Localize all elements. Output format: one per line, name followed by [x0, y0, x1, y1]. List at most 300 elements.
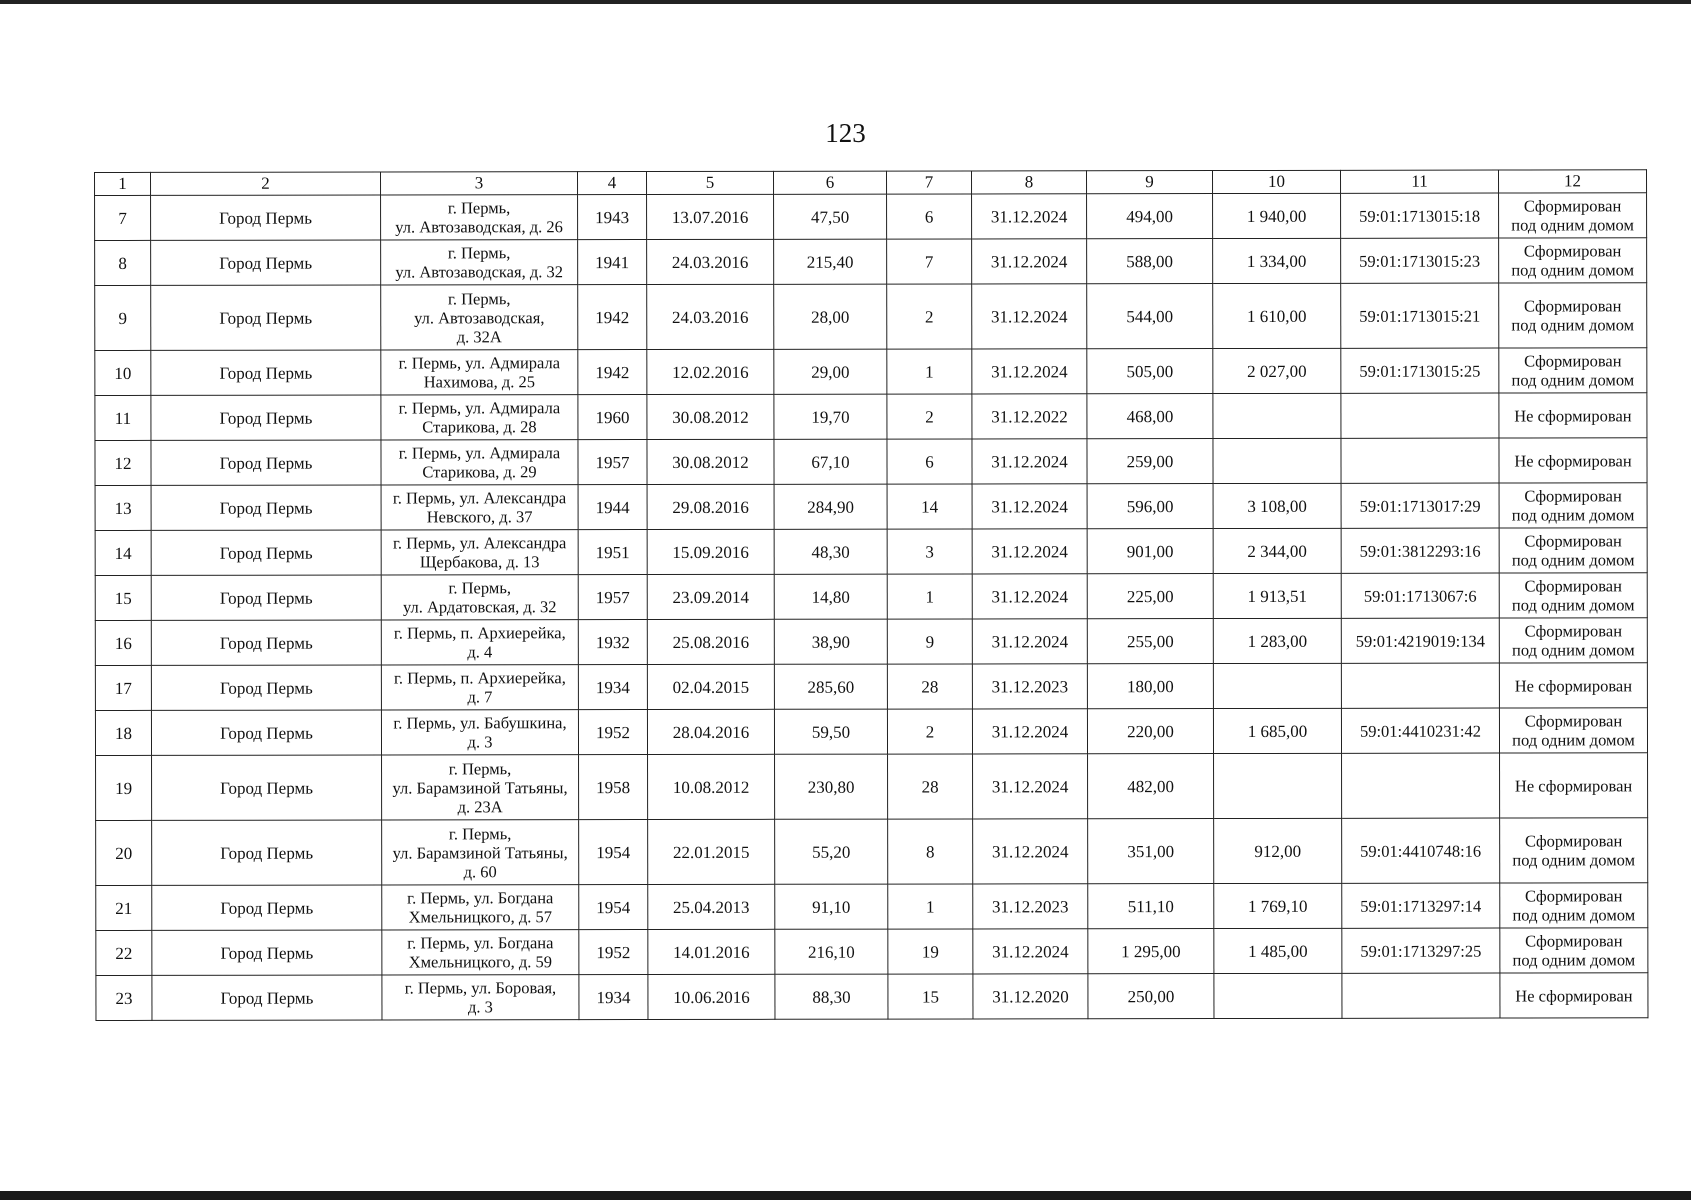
row-number-cell: 13	[95, 485, 151, 530]
address-line: г. Пермь,	[447, 243, 511, 263]
cadastral-number-cell	[1342, 753, 1500, 818]
address-line: д. 7	[467, 687, 493, 707]
area-cell: 55,20	[775, 819, 888, 884]
status-line: Сформирован	[1524, 621, 1623, 641]
area-cell: 14,80	[774, 574, 887, 619]
deadline-cell: 31.12.2024	[973, 929, 1088, 974]
area-cell: 28,00	[774, 284, 887, 349]
area-cell: 88,30	[775, 974, 888, 1019]
plot-area-cell: 2 344,00	[1213, 528, 1341, 573]
area-cell: 67,10	[774, 439, 887, 484]
address-cell	[381, 440, 578, 485]
header-cell: 5	[647, 171, 774, 194]
deadline-cell: 31.12.2024	[972, 574, 1087, 619]
plot-area-cell	[1213, 663, 1341, 708]
row-number-cell: 22	[96, 930, 152, 975]
plot-area-cell: 1 283,00	[1213, 618, 1341, 663]
status-line: под одним домом	[1512, 730, 1635, 750]
header-cell: 6	[773, 171, 886, 194]
cadastral-number-cell: 59:01:1713067:6	[1341, 573, 1499, 618]
residents-cell: 9	[887, 619, 972, 664]
year-cell: 1957	[578, 440, 647, 485]
status-line: под одним домом	[1512, 850, 1636, 870]
address-line: г. Пермь,	[448, 758, 512, 778]
row-number-cell: 23	[96, 975, 152, 1020]
residents-cell: 2	[887, 284, 972, 349]
residents-cell: 14	[887, 484, 972, 529]
date-cell: 24.03.2016	[647, 239, 774, 284]
address-cell	[382, 755, 579, 820]
area-cell: 285,60	[774, 664, 887, 709]
row-number-cell: 11	[95, 395, 151, 440]
header-cell: 1	[95, 172, 151, 195]
status-line: Сформирован	[1524, 711, 1623, 731]
status-line: Сформирован	[1525, 886, 1623, 906]
address-line: г. Пермь,	[447, 198, 511, 218]
residents-cell: 15	[888, 974, 973, 1019]
status-cell	[1499, 393, 1647, 438]
status-cell	[1499, 573, 1647, 618]
table-row	[95, 238, 1647, 286]
status-cell	[1499, 708, 1647, 753]
municipality-cell: Город Пермь	[151, 530, 381, 575]
land-area-cell: 511,10	[1088, 884, 1214, 929]
address-cell	[381, 665, 578, 710]
address-cell	[381, 240, 578, 285]
cadastral-number-cell	[1341, 393, 1499, 438]
status-line: Не сформирован	[1514, 675, 1633, 696]
area-cell: 38,90	[774, 619, 887, 664]
deadline-cell: 31.12.2024	[972, 194, 1087, 239]
scan-bottom-edge	[0, 1191, 1691, 1200]
table-row	[95, 438, 1647, 486]
residents-cell: 2	[887, 394, 972, 439]
status-cell	[1499, 438, 1647, 483]
date-cell: 23.09.2014	[647, 574, 774, 619]
land-area-cell: 588,00	[1087, 239, 1213, 284]
plot-area-cell	[1213, 393, 1341, 438]
page-number: 123	[825, 118, 866, 148]
plot-area-cell: 3 108,00	[1213, 483, 1341, 528]
table-row	[95, 283, 1647, 351]
row-number-cell: 9	[95, 285, 151, 350]
municipality-cell: Город Пермь	[151, 620, 381, 665]
residents-cell: 1	[888, 884, 973, 929]
residents-cell: 6	[887, 194, 972, 239]
status-cell	[1500, 883, 1648, 928]
address-line: д. 32А	[456, 326, 502, 346]
cadastral-number-cell: 59:01:1713015:23	[1341, 238, 1499, 283]
land-area-cell: 505,00	[1087, 349, 1213, 394]
year-cell: 1954	[579, 885, 648, 930]
year-cell: 1941	[578, 240, 647, 285]
status-line: под одним домом	[1512, 950, 1636, 970]
deadline-cell: 31.12.2024	[972, 619, 1087, 664]
status-line: Сформирован	[1524, 576, 1622, 596]
residents-cell: 19	[888, 929, 973, 974]
row-number-cell: 21	[96, 885, 152, 930]
municipality-cell: Город Пермь	[151, 485, 381, 530]
deadline-cell: 31.12.2024	[972, 709, 1087, 754]
date-cell: 25.08.2016	[647, 619, 774, 664]
address-line: ул. Автозаводская, д. 26	[395, 217, 563, 237]
plot-area-cell: 1 610,00	[1213, 283, 1341, 348]
plot-area-cell: 1 685,00	[1213, 708, 1341, 753]
municipality-cell: Город Пермь	[152, 975, 382, 1020]
row-number-cell: 19	[96, 755, 152, 820]
area-cell: 216,10	[775, 929, 888, 974]
status-line: под одним домом	[1511, 260, 1635, 280]
deadline-cell: 31.12.2024	[973, 754, 1088, 819]
residents-cell: 6	[887, 439, 972, 484]
status-line: Не сформирован	[1515, 985, 1633, 1006]
header-cell: 4	[578, 172, 647, 195]
status-line: под одним домом	[1511, 640, 1635, 660]
deadline-cell: 31.12.2024	[972, 439, 1087, 484]
year-cell: 1958	[579, 755, 648, 820]
municipality-cell: Город Пермь	[151, 195, 381, 240]
address-cell	[381, 485, 578, 530]
address-line: Щербакова, д. 13	[419, 552, 540, 572]
address-cell	[382, 820, 579, 885]
residents-cell: 1	[887, 349, 972, 394]
header-cell: 8	[971, 171, 1086, 194]
deadline-cell: 31.12.2024	[972, 239, 1087, 284]
table-row	[95, 528, 1647, 576]
status-line: Не сформирован	[1514, 775, 1633, 796]
municipality-cell: Город Пермь	[151, 440, 381, 485]
residents-cell: 7	[887, 239, 972, 284]
year-cell: 1934	[578, 665, 647, 710]
address-line: д. 3	[467, 997, 493, 1017]
date-cell: 25.04.2013	[648, 884, 775, 929]
municipality-cell: Город Пермь	[151, 285, 381, 350]
plot-area-cell: 2 027,00	[1213, 348, 1341, 393]
row-number-cell: 15	[95, 575, 151, 620]
municipality-cell: Город Пермь	[151, 240, 381, 285]
address-line: г. Пермь, ул. Адмирала	[398, 398, 561, 418]
cadastral-number-cell: 59:01:1713017:29	[1341, 483, 1499, 528]
land-area-cell: 220,00	[1087, 709, 1213, 754]
table-row	[95, 663, 1647, 711]
status-cell	[1499, 193, 1647, 238]
address-cell	[381, 620, 578, 665]
status-line: Сформирован	[1523, 196, 1622, 216]
cadastral-number-cell: 59:01:1713015:21	[1341, 283, 1499, 348]
row-number-cell: 18	[95, 710, 151, 755]
status-line: Сформирован	[1524, 486, 1622, 506]
land-area-cell: 1 295,00	[1088, 929, 1214, 974]
cadastral-number-cell	[1342, 973, 1500, 1018]
cadastral-number-cell: 59:01:1713015:25	[1341, 348, 1499, 393]
cadastral-number-cell: 59:01:4219019:134	[1341, 618, 1499, 663]
municipality-cell: Город Пермь	[151, 350, 381, 395]
table-row	[96, 883, 1648, 931]
municipality-cell: Город Пермь	[152, 820, 382, 885]
land-area-cell: 180,00	[1087, 664, 1213, 709]
deadline-cell: 31.12.2022	[972, 394, 1087, 439]
header-cell: 2	[151, 172, 381, 195]
table-row	[95, 393, 1647, 441]
municipality-cell: Город Пермь	[152, 885, 382, 930]
row-number-cell: 16	[95, 620, 151, 665]
row-number-cell: 10	[95, 350, 151, 395]
year-cell: 1952	[578, 710, 647, 755]
address-line: г. Пермь,	[447, 288, 511, 308]
address-cell	[381, 575, 578, 620]
land-area-cell: 225,00	[1087, 574, 1213, 619]
land-area-cell: 482,00	[1088, 754, 1214, 819]
municipality-cell: Город Пермь	[151, 710, 381, 755]
year-cell: 1932	[578, 620, 647, 665]
plot-area-cell	[1214, 973, 1342, 1018]
status-line: под одним домом	[1511, 505, 1635, 525]
address-cell	[382, 885, 579, 930]
housing-registry-table	[94, 169, 1648, 1021]
residents-cell: 1	[887, 574, 972, 619]
address-line: г. Пермь, ул. Богдана	[407, 888, 554, 908]
row-number-cell: 7	[95, 195, 151, 240]
date-cell: 24.03.2016	[647, 284, 774, 349]
address-line: Старикова, д. 29	[422, 462, 537, 482]
municipality-cell: Город Пермь	[151, 395, 381, 440]
municipality-cell: Город Пермь	[151, 575, 381, 620]
area-cell: 19,70	[774, 394, 887, 439]
table-row	[95, 573, 1647, 621]
address-line: г. Пермь, ул. Александра	[392, 533, 567, 553]
row-number-cell: 12	[95, 440, 151, 485]
plot-area-cell	[1214, 753, 1342, 818]
plot-area-cell	[1213, 438, 1341, 483]
land-area-cell: 596,00	[1087, 484, 1213, 529]
address-line: Хмельницкого, д. 59	[408, 952, 553, 972]
area-cell: 48,30	[774, 529, 887, 574]
plot-area-cell: 1 940,00	[1213, 193, 1341, 238]
address-line: д. 60	[463, 861, 497, 881]
status-line: Сформирован	[1524, 531, 1622, 551]
municipality-cell: Город Пермь	[151, 665, 381, 710]
date-cell: 29.08.2016	[647, 484, 774, 529]
date-cell: 30.08.2012	[647, 394, 774, 439]
status-line: Сформирован	[1525, 931, 1623, 951]
area-cell: 215,40	[774, 239, 887, 284]
address-line: Невского, д. 37	[426, 507, 533, 527]
address-line: г. Пермь, ул. Александра	[392, 488, 567, 508]
address-cell	[382, 975, 579, 1020]
land-area-cell: 901,00	[1087, 529, 1213, 574]
row-number-cell: 17	[95, 665, 151, 710]
deadline-cell: 31.12.2024	[973, 819, 1088, 884]
status-line: под одним домом	[1511, 215, 1634, 235]
address-cell	[381, 710, 578, 755]
address-line: ул. Барамзиной Татьяны,	[392, 842, 568, 862]
residents-cell: 28	[888, 754, 973, 819]
status-line: Сформирован	[1523, 241, 1622, 261]
address-cell	[381, 530, 578, 575]
address-cell	[381, 395, 578, 440]
year-cell: 1954	[579, 820, 648, 885]
address-line: г. Пермь, ул. Бабушкина,	[393, 713, 567, 733]
date-cell: 30.08.2012	[647, 439, 774, 484]
cadastral-number-cell	[1341, 663, 1499, 708]
header-cell: 9	[1086, 171, 1212, 194]
plot-area-cell: 1 913,51	[1213, 573, 1341, 618]
status-cell	[1499, 283, 1647, 348]
plot-area-cell: 912,00	[1214, 818, 1342, 883]
year-cell: 1942	[578, 285, 647, 350]
deadline-cell: 31.12.2020	[973, 974, 1088, 1019]
table-row	[95, 618, 1647, 666]
address-line: г. Пермь,	[448, 823, 512, 843]
year-cell: 1943	[578, 195, 647, 240]
area-cell: 230,80	[775, 754, 888, 819]
cadastral-number-cell: 59:01:1713297:25	[1342, 928, 1500, 973]
address-line: Нахимова, д. 25	[423, 372, 536, 392]
address-cell	[381, 285, 578, 350]
cadastral-number-cell: 59:01:4410748:16	[1342, 818, 1500, 883]
cadastral-number-cell: 59:01:3812293:16	[1341, 528, 1499, 573]
date-cell: 10.08.2012	[648, 754, 775, 819]
area-cell: 91,10	[775, 884, 888, 929]
address-line: г. Пермь, ул. Боровая,	[404, 978, 557, 998]
status-cell	[1499, 348, 1647, 393]
status-line: Сформирован	[1524, 831, 1623, 851]
table-row	[95, 193, 1647, 241]
table-row	[96, 928, 1648, 976]
address-line: Старикова, д. 28	[422, 417, 537, 437]
plot-area-cell: 1 769,10	[1214, 883, 1342, 928]
address-line: г. Пермь, п. Архиерейка,	[393, 623, 566, 643]
cadastral-number-cell: 59:01:1713297:14	[1342, 883, 1500, 928]
status-line: под одним домом	[1511, 550, 1635, 570]
land-area-cell: 351,00	[1088, 819, 1214, 884]
land-area-cell: 468,00	[1087, 394, 1213, 439]
header-cell: 10	[1212, 170, 1340, 193]
status-cell	[1500, 973, 1648, 1018]
status-cell	[1499, 528, 1647, 573]
status-line: под одним домом	[1511, 595, 1635, 615]
address-line: д. 3	[467, 732, 493, 752]
year-cell: 1952	[579, 930, 648, 975]
status-cell	[1500, 928, 1648, 973]
scan-top-edge	[0, 0, 1691, 4]
status-cell	[1499, 238, 1647, 283]
address-line: д. 4	[467, 642, 493, 662]
deadline-cell: 31.12.2024	[972, 529, 1087, 574]
address-line: ул. Барамзиной Татьяны,	[392, 777, 568, 797]
plot-area-cell: 1 334,00	[1213, 238, 1341, 283]
land-area-cell: 250,00	[1088, 974, 1214, 1019]
residents-cell: 3	[887, 529, 972, 574]
row-number-cell: 8	[95, 240, 151, 285]
deadline-cell: 31.12.2023	[973, 884, 1088, 929]
year-cell: 1944	[578, 485, 647, 530]
year-cell: 1960	[578, 395, 647, 440]
status-line: под одним домом	[1511, 370, 1635, 390]
status-line: под одним домом	[1511, 315, 1635, 335]
address-line: ул. Автозаводская, д. 32	[395, 262, 564, 282]
area-cell: 29,00	[774, 349, 887, 394]
year-cell: 1934	[579, 975, 648, 1020]
date-cell: 02.04.2015	[647, 664, 774, 709]
table-row	[95, 483, 1647, 531]
status-cell	[1499, 663, 1647, 708]
date-cell: 15.09.2016	[647, 529, 774, 574]
column-number-row	[95, 170, 1647, 196]
municipality-cell: Город Пермь	[152, 755, 382, 820]
status-line: Не сформирован	[1514, 405, 1632, 426]
address-line: г. Пермь, ул. Адмирала	[398, 443, 561, 463]
land-area-cell: 255,00	[1087, 619, 1213, 664]
date-cell: 14.01.2016	[648, 929, 775, 974]
status-line: Сформирован	[1524, 351, 1622, 371]
date-cell: 12.02.2016	[647, 349, 774, 394]
table-row	[96, 818, 1648, 886]
land-area-cell: 494,00	[1087, 194, 1213, 239]
address-line: д. 23А	[457, 796, 503, 816]
status-line: под одним домом	[1512, 905, 1636, 925]
table-row	[95, 708, 1647, 756]
table-row	[96, 973, 1648, 1021]
residents-cell: 2	[887, 709, 972, 754]
status-line: Сформирован	[1523, 296, 1622, 316]
header-cell: 3	[381, 172, 578, 195]
deadline-cell: 31.12.2024	[972, 484, 1087, 529]
date-cell: 22.01.2015	[648, 819, 775, 884]
address-cell	[382, 930, 579, 975]
land-area-cell: 544,00	[1087, 284, 1213, 349]
address-line: ул. Автозаводская,	[414, 307, 545, 327]
deadline-cell: 31.12.2024	[972, 349, 1087, 394]
land-area-cell: 259,00	[1087, 439, 1213, 484]
address-cell	[381, 195, 578, 240]
year-cell: 1942	[578, 350, 647, 395]
row-number-cell: 20	[96, 820, 152, 885]
deadline-cell: 31.12.2024	[972, 284, 1087, 349]
residents-cell: 8	[888, 819, 973, 884]
header-cell: 11	[1340, 170, 1498, 193]
year-cell: 1957	[578, 575, 647, 620]
row-number-cell: 14	[95, 530, 151, 575]
status-cell	[1500, 753, 1648, 818]
area-cell: 47,50	[774, 194, 887, 239]
header-cell: 7	[886, 171, 971, 194]
cadastral-number-cell: 59:01:1713015:18	[1341, 193, 1499, 238]
year-cell: 1951	[578, 530, 647, 575]
status-cell	[1499, 483, 1647, 528]
deadline-cell: 31.12.2023	[972, 664, 1087, 709]
address-line: г. Пермь, ул. Богдана	[407, 933, 554, 953]
status-cell	[1499, 618, 1647, 663]
address-line: г. Пермь, ул. Адмирала	[398, 353, 561, 373]
date-cell: 28.04.2016	[647, 709, 774, 754]
municipality-cell: Город Пермь	[152, 930, 382, 975]
plot-area-cell: 1 485,00	[1214, 928, 1342, 973]
table-row	[96, 753, 1648, 821]
address-line: ул. Ардатовская, д. 32	[402, 597, 557, 617]
header-cell: 12	[1498, 170, 1646, 193]
cadastral-number-cell: 59:01:4410231:42	[1341, 708, 1499, 753]
residents-cell: 28	[887, 664, 972, 709]
area-cell: 59,50	[774, 709, 887, 754]
table-row	[95, 348, 1647, 396]
area-cell: 284,90	[774, 484, 887, 529]
address-cell	[381, 350, 578, 395]
date-cell: 10.06.2016	[648, 974, 775, 1019]
cadastral-number-cell	[1341, 438, 1499, 483]
address-line: Хмельницкого, д. 57	[408, 907, 553, 927]
address-line: г. Пермь, п. Архиерейка,	[393, 668, 566, 688]
